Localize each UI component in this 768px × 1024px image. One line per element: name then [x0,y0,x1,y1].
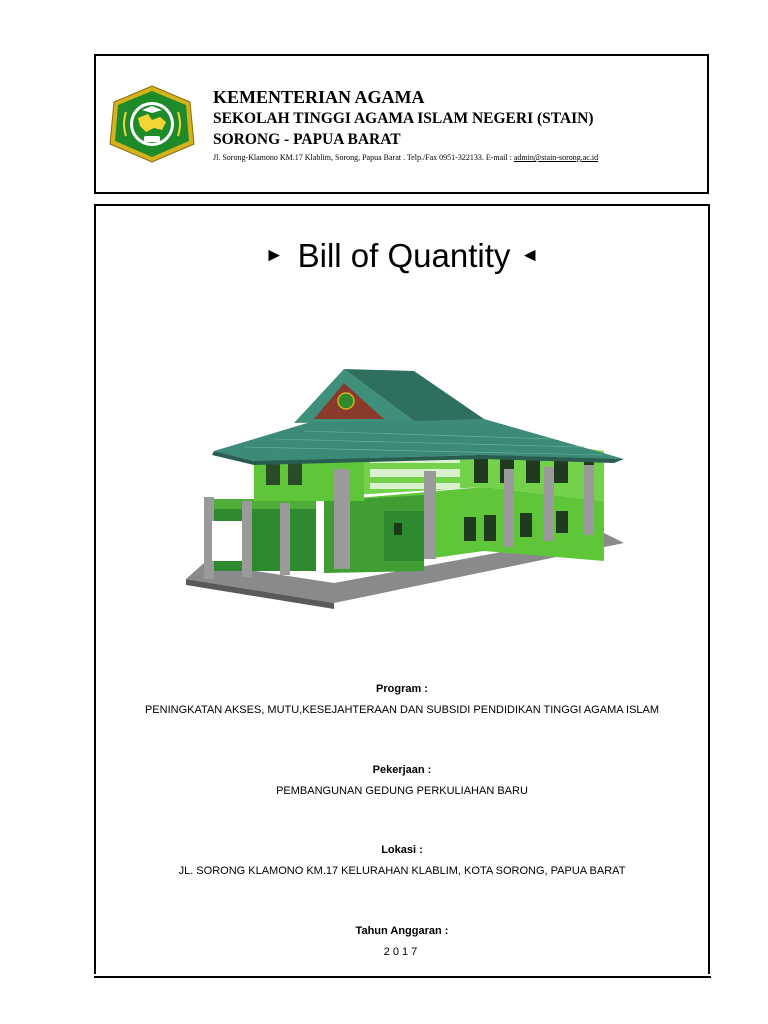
organization-block [213,86,598,164]
cover-frame [94,204,710,974]
letterhead [94,54,709,194]
tahun-value: 2017 [383,946,421,958]
bottom-rule [94,976,711,978]
lokasi-value: JL. SORONG KLAMONO KM.17 KELURAHAN KLABLIM, KOTA SORONG, PAPUA BARAT [178,865,626,877]
pekerjaan-section [96,763,708,798]
building-illustration [184,351,632,611]
program-value: PENINGKATAN AKSES, MUTU,KESEJAHTERAAN DAN SUBSIDI PENDIDIKAN TINGGI AGAMA ISLAM [144,704,660,716]
document-title [96,236,708,278]
tahun-label: Tahun Anggaran : [355,925,449,937]
title-text: Bill of Quantity [297,237,511,274]
address-line [213,152,598,164]
ministry-name: KEMENTERIAN AGAMA [213,87,425,107]
lokasi-label: Lokasi : [381,844,423,856]
program-label: Program : [376,683,428,695]
institution-name: SEKOLAH TINGGI AGAMA ISLAM NEGERI (STAIN) [213,110,594,127]
institution-location: SORONG - PAPUA BARAT [213,131,401,148]
pekerjaan-value: PEMBANGUNAN GEDUNG PERKULIAHAN BARU [276,785,528,797]
institution-logo [108,84,196,164]
tahun-section [96,924,708,959]
program-section [96,682,708,717]
pekerjaan-label: Pekerjaan : [372,764,432,776]
email-link[interactable]: admin@stain-sorong.ac.id [513,153,599,162]
address-text: Jl. Sorong-Klamono KM.17 Klablim, Sorong, Papua Barat . Telp./Fax 0951-322133. E-mail : [213,153,514,162]
left-pointer-icon: ◄ [520,245,540,267]
lokasi-section [96,843,708,878]
right-pointer-icon: ► [264,245,284,267]
